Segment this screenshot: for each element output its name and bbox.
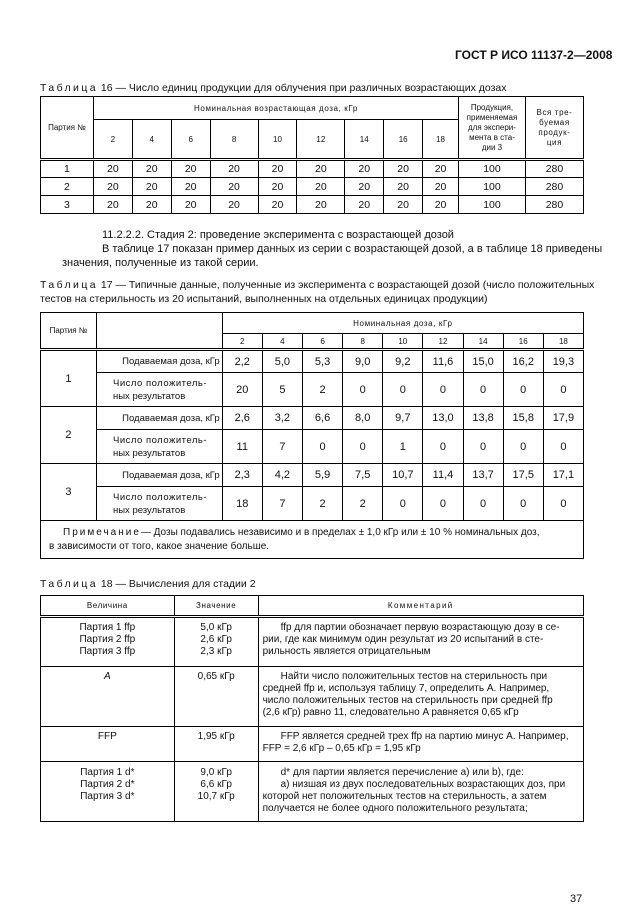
table-row: Партия 1 d* Партия 2 d* Партия 3 d* 9,0 кГр 6,6 кГр 10,7 кГр d* для партии является перечисление a) или b), где: а) низшая из двух последовательных возрастающих доз, при которой нет положительных тестов на стерильность, а затем получается не более одного положительного результата; [41, 762, 584, 822]
table-note: Примечание— Дозы подавались независимо и в пределах ± 1,0 кГр или ± 10 % номинальных доз, в зависимости от того, какое значение больше. [41, 521, 584, 559]
section-paragraph: В таблице 17 показан пример данных из серии с возрастающей дозой, а в таблице 18 приведены [102, 243, 603, 255]
table17 [40, 312, 584, 559]
dose-header: 14 [345, 120, 384, 160]
table-row: Число положитель- ных результатов 11 7 0 0 1 0 0 0 0 [41, 430, 584, 464]
table-row: 2 Подаваемая доза, кГр 2,6 3,2 6,6 8,0 9,7 13,0 13,8 15,8 17,9 [41, 407, 584, 430]
caption-label: Таблица [40, 82, 98, 94]
dose-header: 14 [463, 334, 503, 350]
table-row: A 0,65 кГр Найти число положительных тестов на стерильность при средней ffp и, используя таблицу 7, определить A. Например, число положительных тестов на стерильность при средней ffp (2,6 кГр) равно 11, следовательно A равняется 0,65 кГр [41, 667, 584, 727]
table17-caption [40, 279, 594, 291]
dose-header: 8 [343, 334, 383, 350]
col-quantity-header: Величина [41, 596, 175, 617]
col-nominal-header: Номинальная доза, кГр [222, 313, 583, 334]
page-number: 37 [570, 893, 583, 905]
dose-header: 10 [258, 120, 297, 160]
caption-text: 17 — Типичные данные, полученные из эксперимента с возрастающей дозой (число положительных [100, 279, 595, 291]
dose-header: 6 [171, 120, 210, 160]
table-row: FFP 1,95 кГр FFP является средней трех ffp на партию минус A. Например, FFP = 2,6 кГр – 0,65 кГр = 1,95 кГр [41, 727, 584, 762]
dose-header: 4 [262, 334, 302, 350]
document-header: ГОСТ Р ИСО 11137-2—2008 [455, 48, 613, 62]
dose-header: 12 [423, 334, 463, 350]
dose-header: 16 [384, 120, 423, 160]
dose-header: 4 [132, 120, 171, 160]
dose-header: 18 [543, 334, 583, 350]
section-paragraph-cont: значения, полученные из такой серии. [62, 257, 259, 269]
caption-text: 18 — Вычисления для стадии 2 [100, 578, 256, 590]
dose-header: 18 [423, 120, 459, 160]
table-row: Партия 1 ffp Партия 2 ffp Партия 3 ffp 5,0 кГр 2,6 кГр 2,3 кГр ffp для партии обозначает первую возрастающую дозу в се- рии, где как минимум один результат из 20 испытаний в сте- рильность является отрицательным [41, 617, 584, 667]
empty-header [96, 313, 222, 350]
table-row: 1 Подаваемая доза, кГр 2,2 5,0 5,3 9,0 9,2 11,6 15,0 16,2 19,3 [41, 350, 584, 373]
caption-label: Таблица [40, 578, 98, 590]
col-value-header: Значение [174, 596, 258, 617]
col-nominal-header: Номинальная возрастающая доза, кГр [93, 97, 458, 120]
table-row: 3 20 20 20 20 20 20 20 20 20 100 280 [41, 196, 584, 214]
table17-caption-cont: тестов на стерильность из 20 испытаний, выполненных на отдельных единицах продукции) [40, 293, 488, 305]
table-row: 1 20 20 20 20 20 20 20 20 20 100 280 [41, 160, 584, 178]
table16 [40, 96, 584, 214]
dose-header: 8 [210, 120, 258, 160]
dose-header: 2 [222, 334, 262, 350]
table-row: 3 Подаваемая доза, кГр 2,3 4,2 5,9 7,5 10,7 11,4 13,7 17,5 17,1 [41, 464, 584, 487]
table-row: Число положитель- ных результатов 18 7 2 2 0 0 0 0 0 [41, 487, 584, 521]
dose-header: 16 [503, 334, 543, 350]
dose-header: 10 [383, 334, 423, 350]
dose-header: 12 [297, 120, 345, 160]
table18 [40, 595, 584, 822]
table-row: Число положитель- ных результатов 20 5 2 0 0 0 0 0 0 [41, 373, 584, 407]
caption-label: Таблица [40, 279, 98, 291]
col-party-header: Партия № [41, 97, 94, 160]
caption-text: 16 — Число единиц продукции для облучения при различных возрастающих дозах [100, 82, 507, 94]
col-party-header: Партия № [41, 313, 97, 350]
section-heading: 11.2.2.2. Стадия 2: проведение эксперимента с возрастающей дозой [102, 229, 454, 241]
col-all-header: Вся тре- буемая продук- ция [525, 97, 583, 160]
table16-caption [40, 82, 506, 94]
dose-header: 2 [93, 120, 132, 160]
table18-caption [40, 578, 256, 590]
col-comment-header: Комментарий [258, 596, 583, 617]
table-row: 2 20 20 20 20 20 20 20 20 20 100 280 [41, 178, 584, 196]
col-products-header: Продукция, применяемая для экспери- мента в ста- дии 3 [459, 97, 526, 160]
dose-header: 6 [302, 334, 342, 350]
